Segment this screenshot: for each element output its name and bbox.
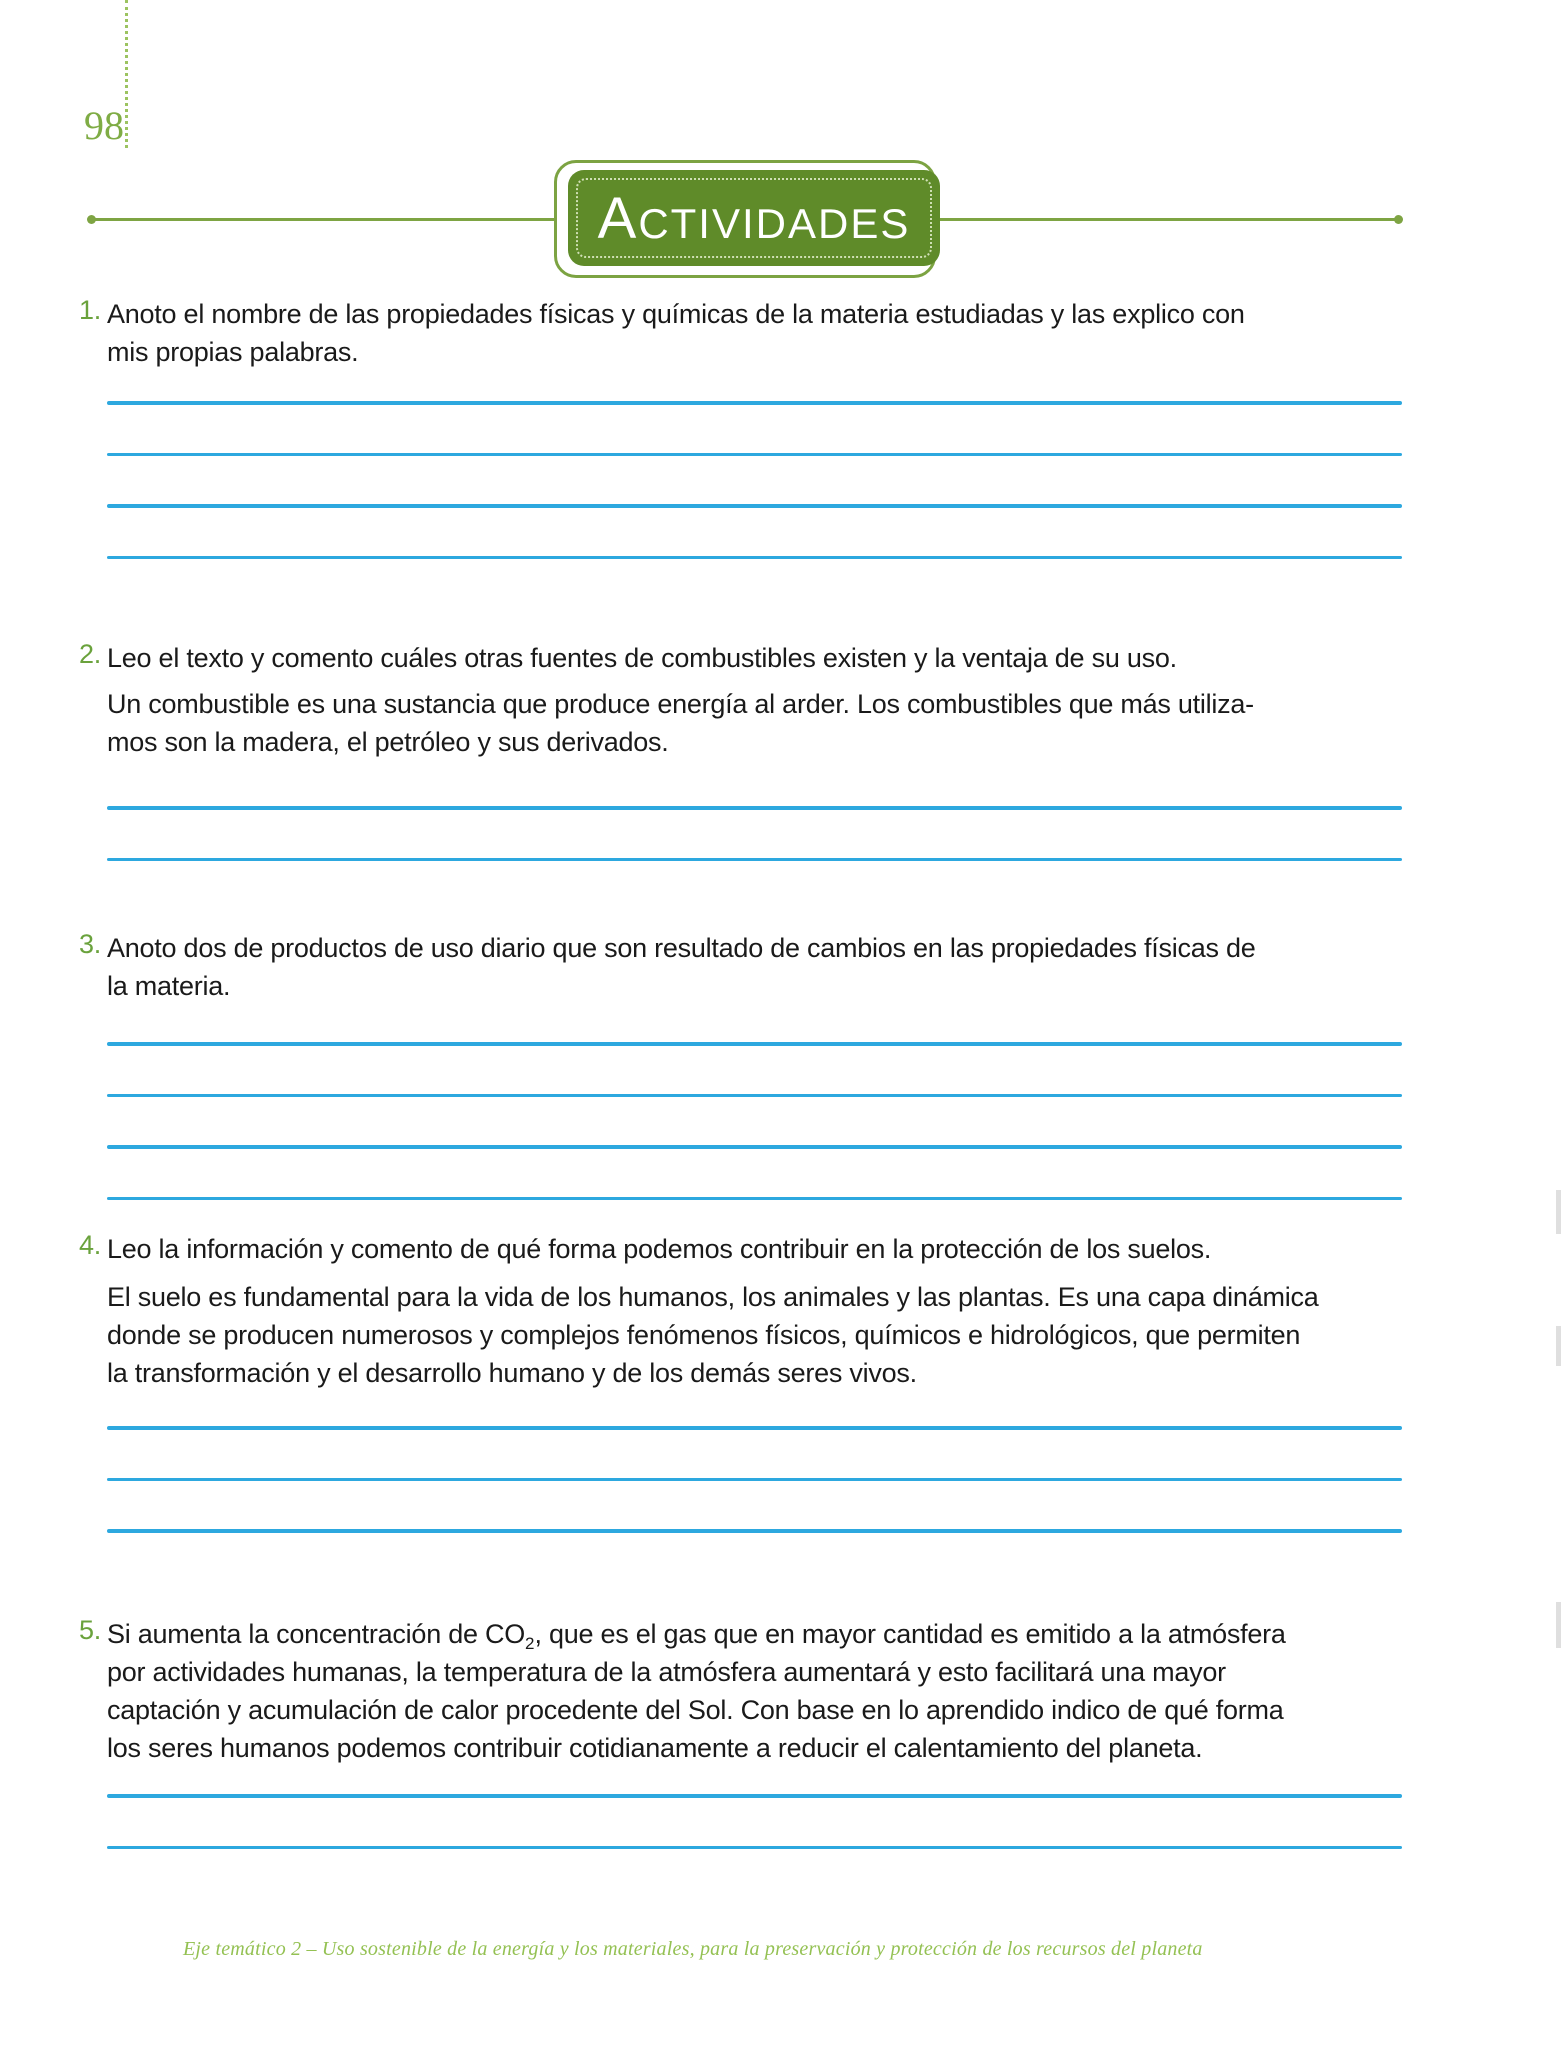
prompt-text: Si aumenta la concentración de CO: [107, 1619, 525, 1649]
scan-edge-mark: [1556, 1326, 1561, 1366]
answer-line: [107, 1794, 1402, 1798]
page-number: 98: [84, 103, 124, 148]
scan-edge-mark: [1556, 1602, 1561, 1648]
activity-item-4-passage: [107, 1278, 1402, 1392]
prompt-line: Anoto el nombre de las propiedades físicas y químicas de la materia estudiadas y las explico con: [107, 299, 1245, 329]
prompt-line: mis propias palabras.: [107, 337, 359, 367]
activity-number: 5.: [79, 1615, 102, 1645]
prompt-line: Anoto dos de productos de uso diario que son resultado de cambios en las propiedades físicas de: [107, 933, 1256, 963]
activity-item-5-answer-lines: [107, 1794, 1402, 1897]
answer-line: [107, 1529, 1402, 1533]
activity-number: 2.: [79, 639, 102, 669]
activity-item-3-prompt: [79, 929, 1402, 1005]
answer-line: [107, 1145, 1402, 1149]
activity-item-1-prompt: [79, 295, 1402, 371]
passage-line: El suelo es fundamental para la vida de los humanos, los animales y las plantas. Es una capa dinámica: [107, 1282, 1319, 1312]
prompt-line: Leo el texto y comento cuáles otras fuentes de combustibles existen y la ventaja de su uso.: [107, 643, 1177, 673]
prompt-line: los seres humanos podemos contribuir cotidianamente a reducir el calentamiento del planeta.: [107, 1733, 1203, 1763]
activity-number: 1.: [79, 295, 102, 325]
prompt-line: Leo la información y comento de qué forma podemos contribuir en la protección de los suelos.: [107, 1234, 1212, 1264]
activity-item-2-passage: [107, 685, 1402, 761]
activity-number: 3.: [79, 929, 102, 959]
answer-line: [107, 1478, 1402, 1482]
passage-line: la transformación y el desarrollo humano y de los demás seres vivos.: [107, 1358, 917, 1388]
prompt-line: por actividades humanas, la temperatura de la atmósfera aumentará y esto facilitará una mayor: [107, 1657, 1226, 1687]
activity-item-1-answer-lines: [107, 401, 1402, 607]
prompt-line: [107, 1615, 1402, 1653]
co2-subscript: 2: [525, 1634, 535, 1653]
answer-line: [107, 401, 1402, 405]
answer-line: [107, 1426, 1402, 1430]
answer-line: [107, 1846, 1402, 1850]
activity-item-3-answer-lines: [107, 1042, 1402, 1248]
answer-line: [107, 1197, 1402, 1201]
passage-line: Un combustible es una sustancia que produce energía al arder. Los combustibles que más utiliza-: [107, 689, 1254, 719]
activity-number: 4.: [79, 1230, 102, 1260]
prompt-line: captación y acumulación de calor procedente del Sol. Con base en lo aprendido indico de qué forma: [107, 1695, 1284, 1725]
prompt-line: la materia.: [107, 971, 231, 1001]
page-edge-dotted-line: [125, 0, 128, 148]
activity-item-4-answer-lines: [107, 1426, 1402, 1581]
actividades-banner: [568, 170, 940, 266]
answer-line: [107, 1094, 1402, 1098]
answer-line: [107, 858, 1402, 862]
activity-item-2-answer-lines: [107, 806, 1402, 909]
activity-item-2-prompt: [79, 639, 1402, 677]
prompt-text: , que es el gas que en mayor cantidad es emitido a la atmósfera: [534, 1619, 1286, 1649]
answer-line: [107, 504, 1402, 508]
passage-line: donde se producen numerosos y complejos fenómenos físicos, químicos e hidrológicos, que permiten: [107, 1320, 1301, 1350]
answer-line: [107, 1042, 1402, 1046]
answer-line: [107, 806, 1402, 810]
activity-item-5-prompt: [79, 1615, 1402, 1767]
passage-line: mos son la madera, el petróleo y sus derivados.: [107, 727, 669, 757]
banner-title: [598, 185, 911, 252]
banner-title-initial: A: [597, 185, 639, 251]
activity-item-4-prompt: [79, 1230, 1402, 1268]
answer-line: [107, 453, 1402, 457]
footer-theme-text: Eje temático 2 – Uso sostenible de la energía y los materiales, para la preservación y protección de los recursos del planeta: [183, 1938, 1203, 1960]
banner-title-rest: CTIVIDADES: [638, 199, 911, 247]
scan-edge-mark: [1556, 1190, 1561, 1234]
answer-line: [107, 556, 1402, 560]
